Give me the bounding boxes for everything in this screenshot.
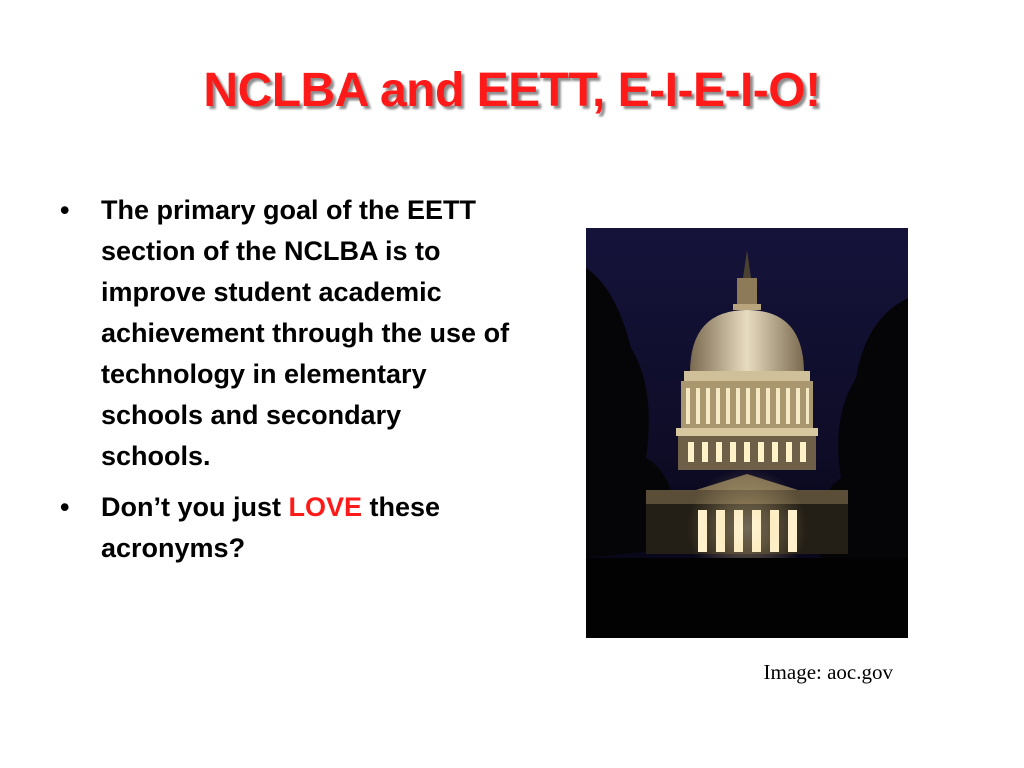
list-item [60,190,510,477]
slide-title: NCLBA and EETT, E-I-E-I-O! [203,64,821,117]
bullet-icon: • [60,195,70,225]
bullet-icon: • [60,492,70,522]
bullet-text-after: these acronyms? [101,492,441,563]
bullet-text-before: Don’t you just [101,492,289,522]
capitol-photo [586,228,908,638]
highlight-word: LOVE [288,492,362,522]
list-item [60,487,510,569]
bullet-text: The primary goal of the EETT section of the NCLBA is to improve student academic achievement through the use of technology in elementary schools and secondary schools. [101,195,510,471]
image-caption: Image: aoc.gov [763,660,893,684]
bullet-list [60,190,510,579]
